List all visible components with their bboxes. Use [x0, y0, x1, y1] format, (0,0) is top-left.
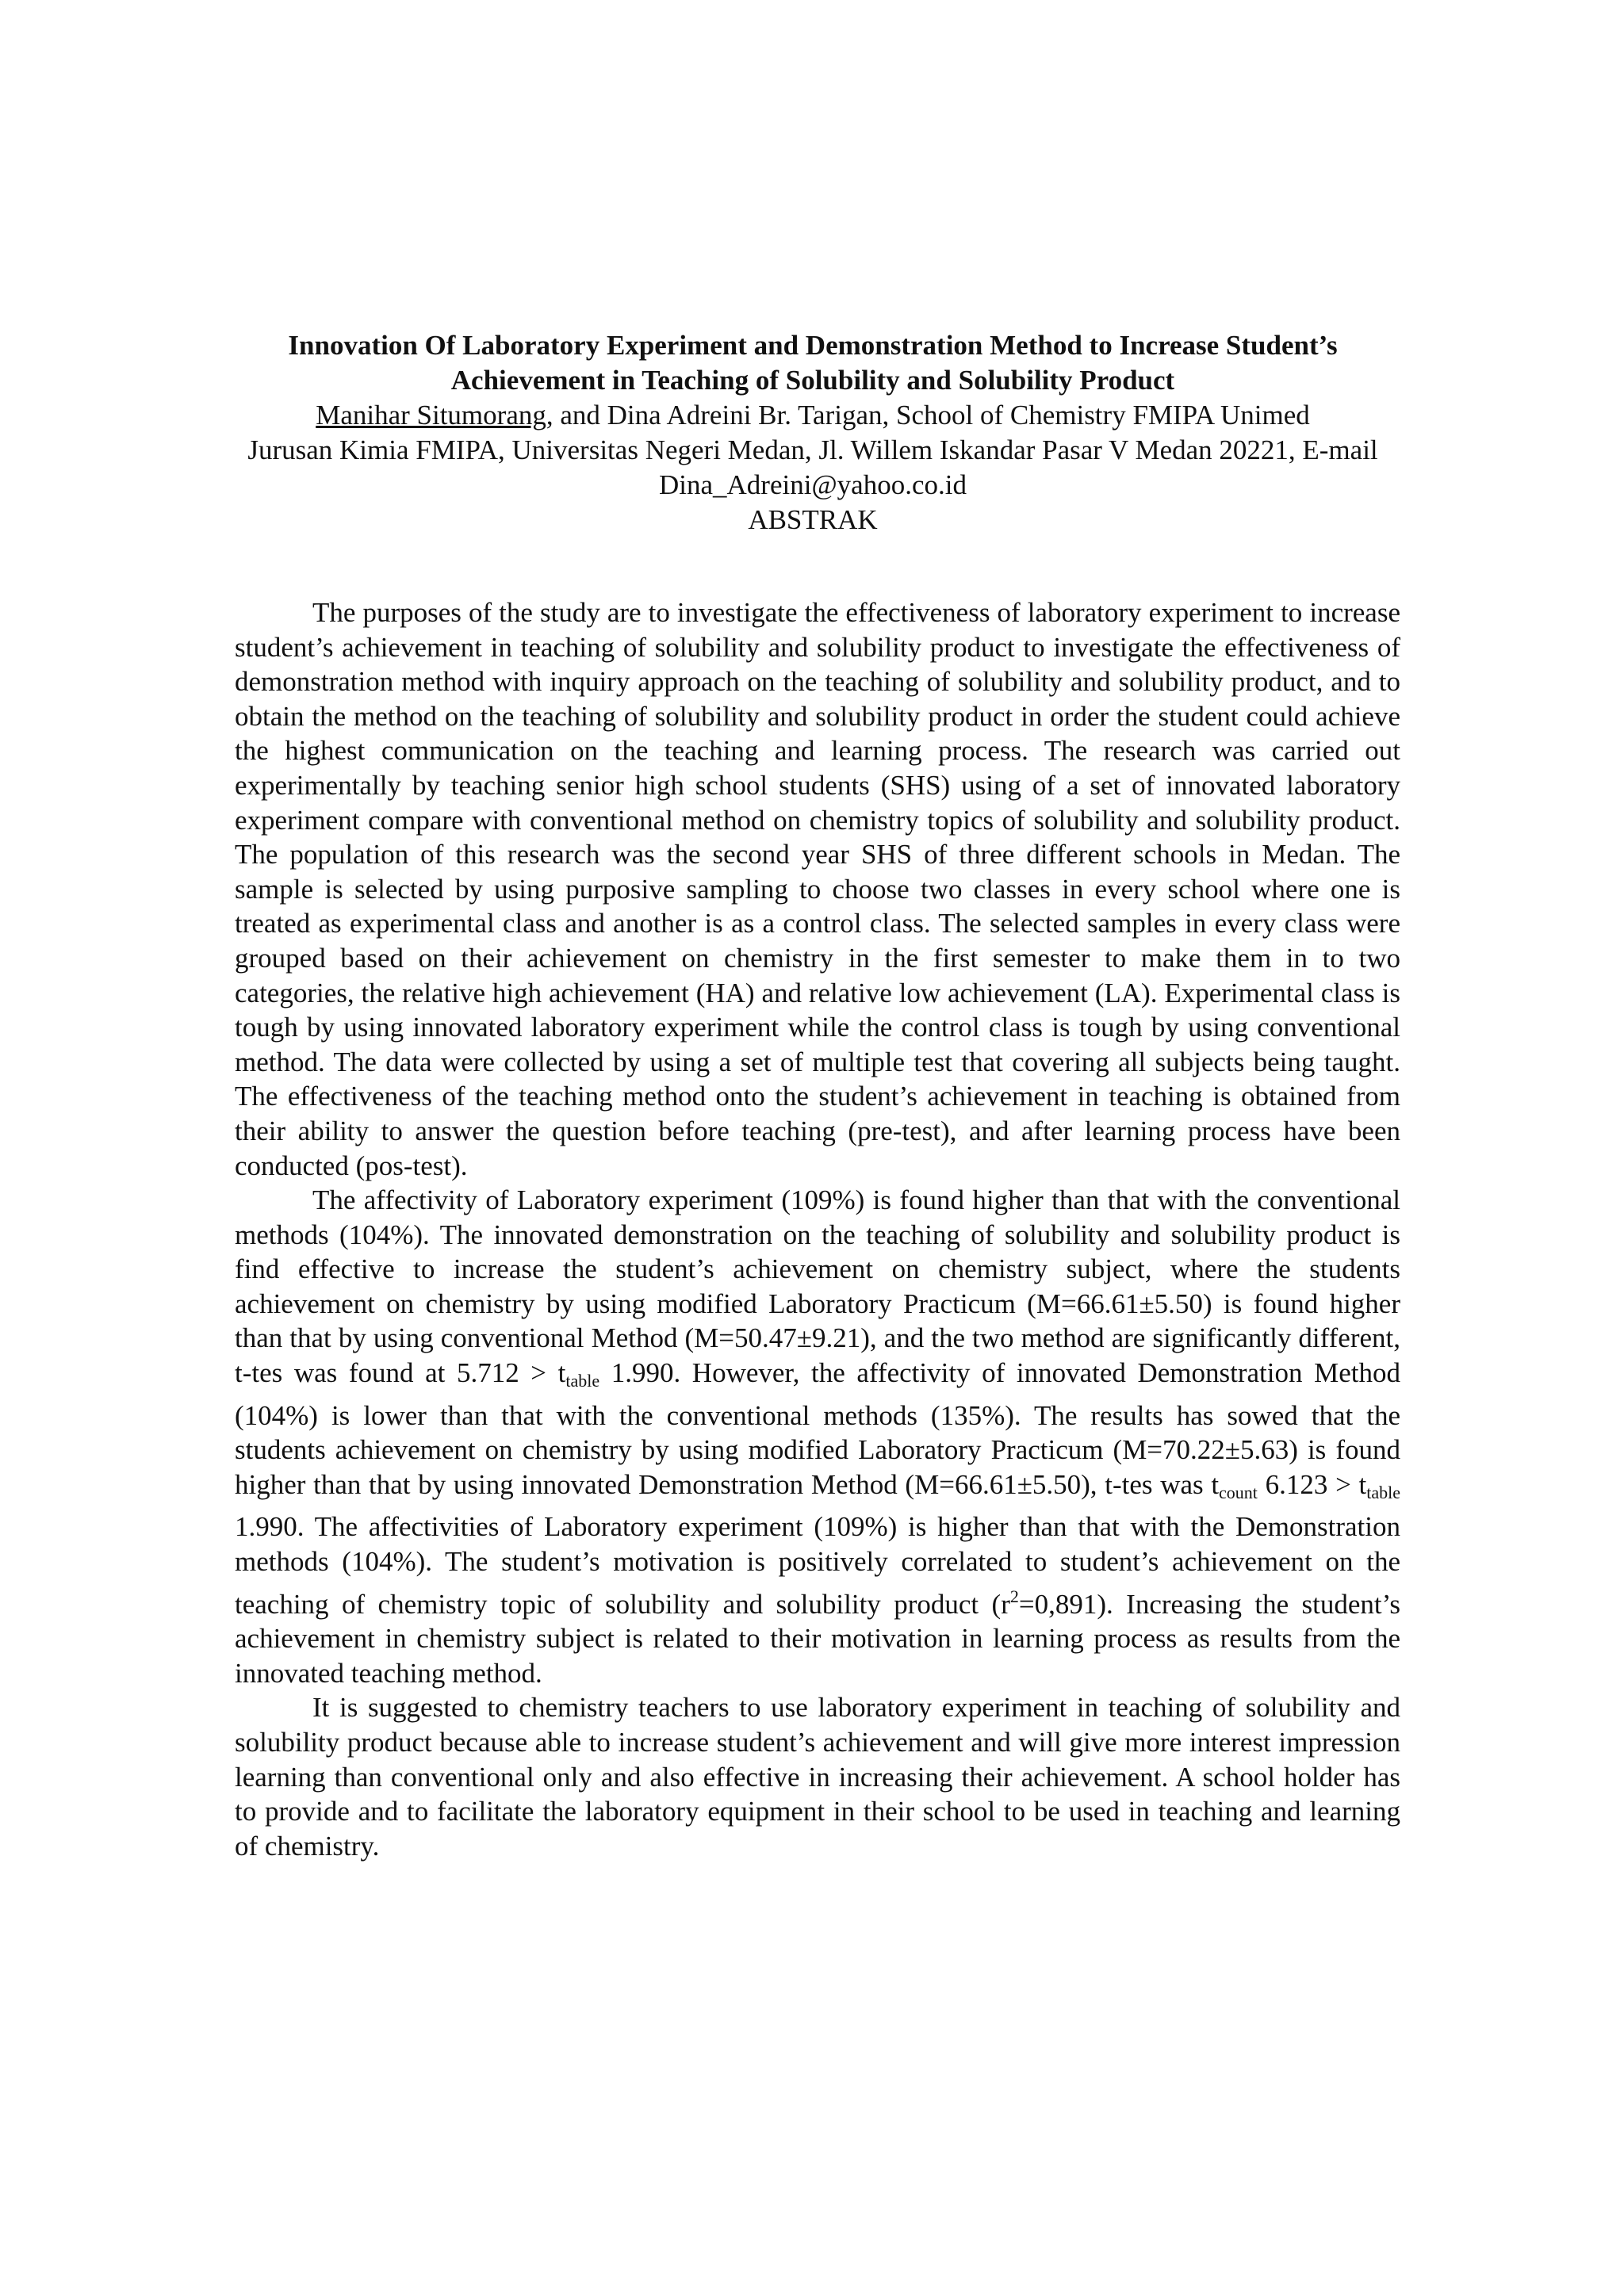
subscript-table-2: table: [1366, 1482, 1400, 1502]
paragraph-2-segment-d: 1.990. The affectivities of Laboratory experiment (109%) is higher than that with the Demonstration methods (104%). The student’s motivation is positively correlated to student’s achievement on the teaching of chemistry topic of solubility and solubility product (r: [235, 1511, 1400, 1620]
affiliation-line: Jurusan Kimia FMIPA, Universitas Negeri Medan, Jl. Willem Iskandar Pasar V Medan 20221, E-mail: [247, 434, 1378, 465]
paper-header: [235, 328, 1391, 538]
paper-title-line-1: Innovation Of Laboratory Experiment and Demonstration Method to Increase Student’s: [288, 330, 1338, 361]
paragraph-2-segment-e: =0,891). Increasing the student’s achievement in chemistry subject is related to their motivation in learning process as results from the innovated teaching method.: [235, 1588, 1400, 1689]
author-line: [235, 398, 1391, 433]
abstract-heading: ABSTRAK: [748, 504, 878, 535]
paper-title-line-2: Achievement in Teaching of Solubility and Solubility Product: [450, 365, 1175, 396]
abstract-paragraph-1: The purposes of the study are to investigate the effectiveness of laboratory experiment to increase student’s achievement in teaching of solubility and solubility product to investigate the effectiveness of demonstration method with inquiry approach on the teaching of solubility and solubility product, and to obtain the method on the teaching of solubility and solubility product in order the student could achieve the highest communication on the teaching and learning process. The research was carried out experimentally by teaching senior high school students (SHS) using of a set of innovated laboratory experiment compare with conventional method on chemistry topics of solubility and solubility product. The population of this research was the second year SHS of three different schools in Medan. The sample is selected by using purposive sampling to choose two classes in every school where one is treated as experimental class and another is as a control class. The selected samples in every class were grouped based on their achievement on chemistry in the first semester to make them in to two categories, the relative high achievement (HA) and relative low achievement (LA). Experimental class is tough by using innovated laboratory experiment while the control class is tough by using conventional method. The data were collected by using a set of multiple test that covering all subjects being taught. The effectiveness of the teaching method onto the student’s achievement in teaching is obtained from their ability to answer the question before teaching (pre-test), and after learning process have been conducted (pos-test).: [235, 597, 1400, 1181]
abstract-paragraph-3: It is suggested to chemistry teachers to use laboratory experiment in teaching of solubility and solubility product because able to increase student’s achievement and will give more interest impression learning than conventional only and also effective in increasing their achievement. A school holder has to provide and to facilitate the laboratory equipment in their school to be used in teaching and learning of chemistry.: [235, 1692, 1400, 1862]
paragraph-2-segment-c: 6.123 > t: [1257, 1468, 1367, 1500]
subscript-count: count: [1219, 1482, 1258, 1502]
paragraph-2-segment-a: The affectivity of Laboratory experiment (109%) is found higher than that with the conventional methods (104%). The innovated demonstration on the teaching of solubility and solubility product is find effective to increase the student’s achievement on chemistry subject, where the students achievement on chemistry by using modified Laboratory Practicum (M=66.61±5.50) is found higher than that by using conventional Method (M=50.47±9.21), and the two method are significantly different, t-tes was found at 5.712 > t: [235, 1184, 1400, 1389]
abstract-body: [235, 595, 1400, 1863]
subscript-table-1: table: [565, 1371, 600, 1391]
paragraph-2-segment-b: 1.990. However, the affectivity of innovated Demonstration Method (104%) is lower than that with the conventional methods (135%). The results has sowed that the students achievement on chemistry by using modified Laboratory Practicum (M=70.22±5.63) is found higher than that by using innovated Demonstration Method (M=66.61±5.50), t-tes was t: [235, 1357, 1400, 1500]
email-line: Dina_Adreini@yahoo.co.id: [659, 469, 967, 500]
author-affiliation-text: , and Dina Adreini Br. Tarigan, School of Chemistry FMIPA Unimed: [546, 400, 1310, 430]
abstract-paragraph-2: [235, 1183, 1400, 1690]
superscript-2: 2: [1009, 1586, 1019, 1606]
corresponding-author: Manihar Situmorang: [316, 400, 546, 430]
